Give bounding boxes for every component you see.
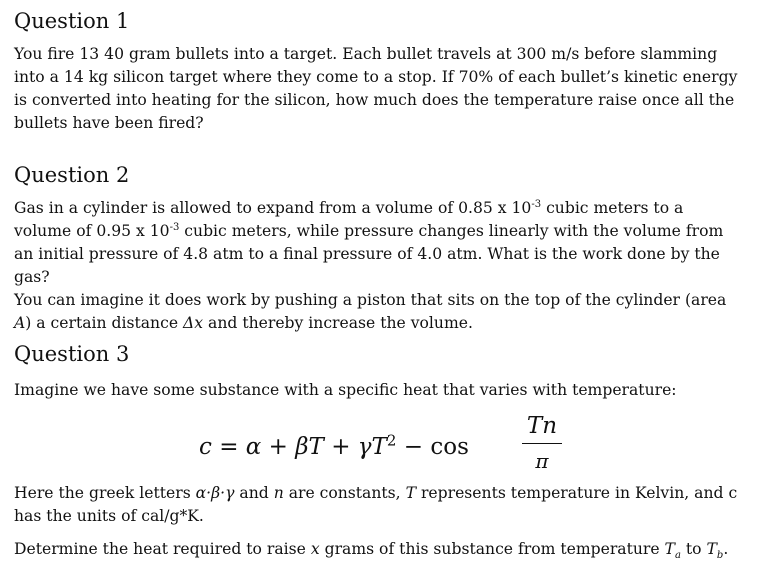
fraction-numerator: Tn (526, 413, 558, 439)
fraction-denominator: π (535, 449, 549, 473)
specific-heat-equation (199, 411, 599, 481)
question-3-intro: Imagine we have some substance with a specific heat that varies with temperature: (14, 381, 677, 399)
q2-text-6: and thereby increase the volume. (203, 314, 473, 332)
greek-letters: α·β·γ (195, 484, 235, 502)
question-2-body (14, 197, 742, 335)
q2-text-2: cubic meters to a volume of 0.95 x 10 (14, 199, 684, 240)
q2-text-4: You can imagine it does work by pushing a piston that sits on the top of the cylinder (area (14, 291, 727, 309)
q2-area-symbol: A (14, 314, 26, 332)
question-1-title: Question 1 (14, 9, 130, 33)
q2-text-5: ) a certain distance (25, 314, 184, 332)
q2-exponent-1: -3 (531, 198, 542, 210)
question-1-body: You fire 13 40 gram bullets into a target. Each bullet travels at 300 m/s before slamming into a 14 kg silicon target where they come to a stop. If 70% of each bullet’s kinetic energy is converted into heating for the silicon, how much does the temperature raise once all the bullets have been fired? (14, 45, 738, 132)
question-3-title: Question 3 (14, 342, 130, 366)
q2-text-1: Gas in a cylinder is allowed to expand from a volume of 0.85 x 10 (14, 199, 532, 217)
equation-fraction (522, 411, 562, 474)
equation-lhs: $c = \alpha + \beta T + \gamma T^2 - \cos$ (199, 431, 469, 460)
q2-text-3: cubic meters, while pressure changes linearly with the volume from an initial pressure of 4.8 atm to a final pressure of 4.0 atm. What is the work done by the gas? (14, 222, 724, 286)
q2-exponent-2: -3 (169, 221, 180, 233)
question-2-title: Question 2 (14, 163, 130, 187)
question-3-task: Determine the heat required to raise x grams of this substance from temperature $T_a$ to $T_b$. (14, 540, 729, 562)
fraction-bar (522, 443, 562, 444)
q2-delta-symbol: Δx (183, 314, 204, 332)
question-3-explanation: Here the greek letters α·β·γ and n are constants, T represents temperature in Kelvin, and c has the units of cal/g*K. (14, 484, 738, 525)
